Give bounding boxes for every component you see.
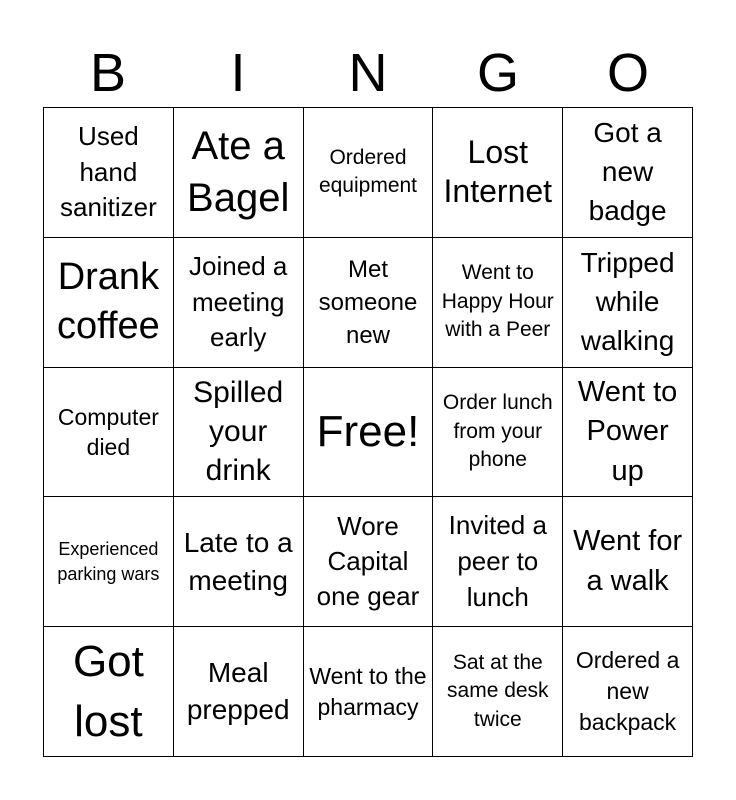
bingo-board: [43, 107, 693, 757]
bingo-cell[interactable]: [174, 238, 304, 368]
bingo-cell-text: Went to the pharmacy: [309, 662, 427, 720]
bingo-cell[interactable]: [433, 368, 563, 498]
bingo-cell[interactable]: [563, 238, 693, 368]
bingo-cell[interactable]: [563, 108, 693, 238]
bingo-cell[interactable]: [304, 497, 434, 627]
bingo-cell-text: Tripped while walking: [580, 247, 675, 356]
bingo-cell-text: Spilled your drink: [193, 376, 284, 488]
bingo-cell-text: Went to Happy Hour with a Peer: [441, 261, 554, 342]
bingo-cell-text: Ate a Bagel: [187, 124, 290, 221]
bingo-cell[interactable]: [433, 497, 563, 627]
bingo-cell[interactable]: [44, 368, 174, 498]
bingo-cell-text: Drank coffee: [56, 255, 160, 348]
bingo-cell-text: Ordered a new backpack: [575, 647, 680, 736]
bingo-cell-text: Free!: [316, 406, 420, 456]
bingo-cell[interactable]: [174, 108, 304, 238]
bingo-cell-text: Ordered equipment: [318, 146, 418, 198]
bingo-cell[interactable]: [174, 497, 304, 627]
header-letter-i: I: [230, 43, 246, 103]
header-letter-b: B: [89, 43, 127, 103]
bingo-cell-text: Used hand sanitizer: [59, 121, 157, 223]
bingo-cell[interactable]: [433, 238, 563, 368]
bingo-cell[interactable]: [44, 238, 174, 368]
bingo-header: [43, 42, 693, 104]
bingo-cell-text: Went for a walk: [573, 525, 683, 597]
bingo-cell-text: Order lunch from your phone: [442, 390, 553, 472]
bingo-cell[interactable]: [44, 497, 174, 627]
bingo-cell[interactable]: [304, 108, 434, 238]
bingo-cell[interactable]: [174, 627, 304, 757]
bingo-cell[interactable]: [433, 627, 563, 757]
bingo-cell[interactable]: [174, 368, 304, 498]
bingo-cell-text: Lost Internet: [443, 134, 553, 210]
bingo-cell-text: Late to a meeting: [183, 526, 293, 596]
bingo-cell-text: Joined a meeting early: [189, 251, 288, 352]
bingo-cell-text: Sat at the same desk twice: [447, 650, 549, 731]
bingo-cell-text: Experienced parking wars: [57, 539, 160, 584]
bingo-cell[interactable]: [304, 238, 434, 368]
bingo-cell[interactable]: [44, 627, 174, 757]
bingo-cell-text: Wore Capital one gear: [316, 510, 420, 612]
bingo-cell[interactable]: [563, 368, 693, 498]
bingo-cell-text: Got a new badge: [588, 117, 667, 226]
header-letter-o: O: [606, 43, 649, 103]
bingo-cell[interactable]: [433, 108, 563, 238]
bingo-cell[interactable]: [304, 627, 434, 757]
bingo-cell[interactable]: [44, 108, 174, 238]
bingo-cell-text: Invited a peer to lunch: [448, 509, 547, 612]
bingo-cell-text: Went to Power up: [577, 375, 678, 487]
bingo-cell[interactable]: [563, 497, 693, 627]
bingo-cell-text: Meal prepped: [186, 657, 290, 725]
bingo-cell-text: Got lost: [72, 637, 144, 746]
bingo-free-cell[interactable]: [304, 368, 434, 498]
bingo-cell-text: Met someone new: [318, 255, 418, 349]
header-letter-g: G: [476, 43, 519, 103]
header-letter-n: N: [348, 43, 388, 103]
bingo-cell[interactable]: [563, 627, 693, 757]
bingo-cell-text: Computer died: [57, 403, 159, 460]
